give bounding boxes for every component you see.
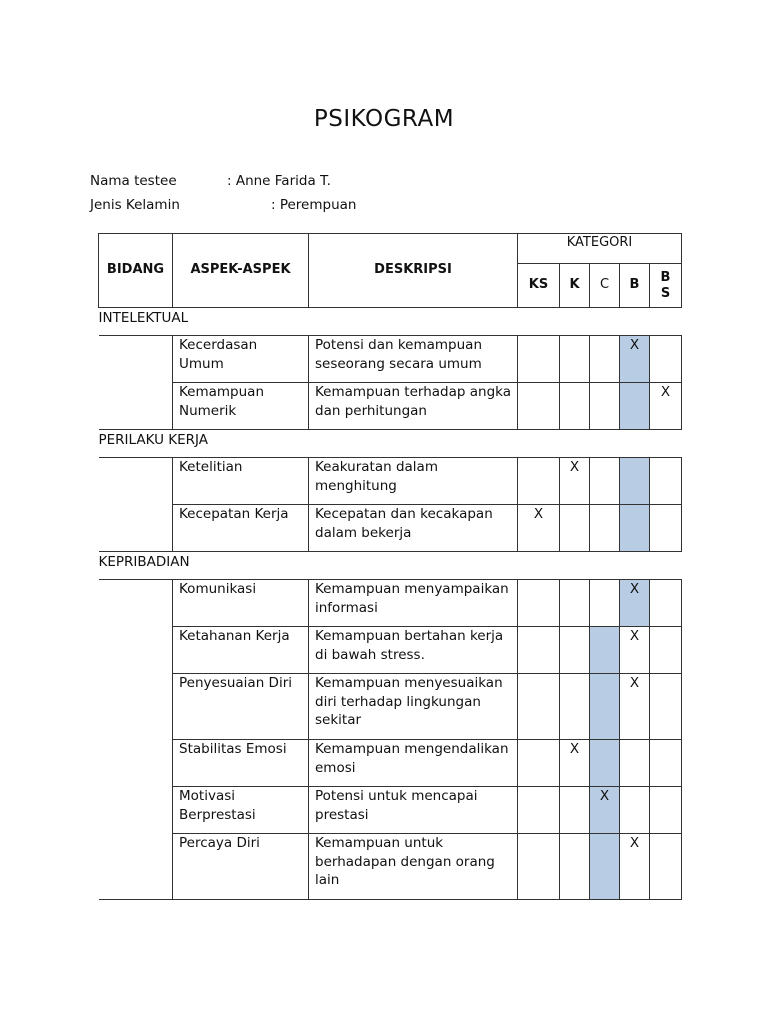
table-row (99, 336, 682, 383)
deskripsi-cell: Kemampuan bertahan kerja di bawah stress. (309, 627, 518, 674)
mark-b (620, 740, 650, 787)
deskripsi-cell: Potensi untuk mencapai prestasi (309, 787, 518, 834)
mark-ks (518, 740, 560, 787)
mark-k (560, 580, 590, 627)
deskripsi-cell: Kemampuan terhadap angka dan perhitungan (309, 383, 518, 430)
mark-k (560, 674, 590, 740)
header-bs: B S (650, 264, 682, 308)
section-row (99, 552, 682, 580)
aspek-cell: Ketelitian (173, 458, 309, 505)
mark-c (590, 383, 620, 430)
mark-c (590, 580, 620, 627)
bidang-cell (99, 336, 173, 430)
header-c: C (590, 264, 620, 308)
header-kategori: KATEGORI (518, 234, 682, 264)
mark-c (590, 834, 620, 900)
table-row (99, 458, 682, 505)
header-deskripsi: DESKRIPSI (309, 234, 518, 308)
aspek-cell: Motivasi Berprestasi (173, 787, 309, 834)
header-bidang: BIDANG (99, 234, 173, 308)
table-row (99, 787, 682, 834)
mark-c (590, 740, 620, 787)
aspek-cell: Stabilitas Emosi (173, 740, 309, 787)
mark-bs (650, 336, 682, 383)
psikogram-table (98, 233, 682, 900)
page-title: PSIKOGRAM (313, 106, 455, 132)
mark-bs (650, 627, 682, 674)
aspek-cell: Kecepatan Kerja (173, 505, 309, 552)
aspek-cell: Komunikasi (173, 580, 309, 627)
mark-bs (650, 834, 682, 900)
mark-c (590, 505, 620, 552)
deskripsi-cell: Kemampuan menyesuaikan diri terhadap lingkungan sekitar (309, 674, 518, 740)
mark-b: X (620, 834, 650, 900)
mark-k (560, 627, 590, 674)
bidang-cell (99, 580, 173, 900)
mark-bs (650, 505, 682, 552)
deskripsi-cell: Kemampuan menyampaikan informasi (309, 580, 518, 627)
mark-k (560, 336, 590, 383)
mark-b (620, 505, 650, 552)
mark-k (560, 383, 590, 430)
deskripsi-cell: Kemampuan mengendalikan emosi (309, 740, 518, 787)
mark-bs (650, 787, 682, 834)
deskripsi-cell: Kemampuan untuk berhadapan dengan orang lain (309, 834, 518, 900)
section-row (99, 308, 682, 336)
mark-ks (518, 336, 560, 383)
testee-name-value: : Anne Farida T. (227, 173, 331, 189)
mark-c (590, 627, 620, 674)
header-k: K (560, 264, 590, 308)
mark-bs (650, 740, 682, 787)
bidang-cell (99, 458, 173, 552)
aspek-cell: Ketahanan Kerja (173, 627, 309, 674)
mark-ks (518, 834, 560, 900)
header-ks: KS (518, 264, 560, 308)
mark-b: X (620, 627, 650, 674)
table-row (99, 505, 682, 552)
section-title: INTELEKTUAL (98, 310, 189, 326)
testee-name-label: Nama testee (90, 173, 177, 189)
mark-bs (650, 674, 682, 740)
aspek-cell: Percaya Diri (173, 834, 309, 900)
mark-bs (650, 580, 682, 627)
mark-ks (518, 787, 560, 834)
mark-k: X (560, 458, 590, 505)
deskripsi-cell: Keakuratan dalam menghitung (309, 458, 518, 505)
table-row (99, 580, 682, 627)
section-title: PERILAKU KERJA (98, 432, 209, 448)
mark-k (560, 834, 590, 900)
mark-bs (650, 458, 682, 505)
mark-b (620, 383, 650, 430)
mark-k (560, 787, 590, 834)
mark-ks (518, 383, 560, 430)
mark-ks (518, 458, 560, 505)
mark-b (620, 458, 650, 505)
aspek-cell: Penyesuaian Diri (173, 674, 309, 740)
section-title: KEPRIBADIAN (98, 554, 190, 570)
table-row (99, 383, 682, 430)
mark-k: X (560, 740, 590, 787)
table-row (99, 627, 682, 674)
testee-gender-line (90, 197, 357, 213)
mark-b (620, 787, 650, 834)
table-row (99, 674, 682, 740)
mark-bs: X (650, 383, 682, 430)
testee-gender-label: Jenis Kelamin (90, 197, 180, 213)
mark-c (590, 336, 620, 383)
mark-ks: X (518, 505, 560, 552)
deskripsi-cell: Potensi dan kemampuan seseorang secara umum (309, 336, 518, 383)
aspek-cell: Kecerdasan Umum (173, 336, 309, 383)
mark-ks (518, 580, 560, 627)
mark-ks (518, 674, 560, 740)
mark-c: X (590, 787, 620, 834)
table-body (99, 308, 682, 900)
header-aspek: ASPEK-ASPEK (173, 234, 309, 308)
header-b: B (620, 264, 650, 308)
testee-name-line (90, 173, 331, 189)
table-row (99, 740, 682, 787)
aspek-cell: Kemampuan Numerik (173, 383, 309, 430)
mark-c (590, 674, 620, 740)
section-row (99, 430, 682, 458)
testee-gender-value: : Perempuan (271, 197, 357, 213)
mark-ks (518, 627, 560, 674)
mark-c (590, 458, 620, 505)
mark-b: X (620, 674, 650, 740)
mark-b: X (620, 580, 650, 627)
mark-k (560, 505, 590, 552)
deskripsi-cell: Kecepatan dan kecakapan dalam bekerja (309, 505, 518, 552)
mark-b: X (620, 336, 650, 383)
table-row (99, 834, 682, 900)
